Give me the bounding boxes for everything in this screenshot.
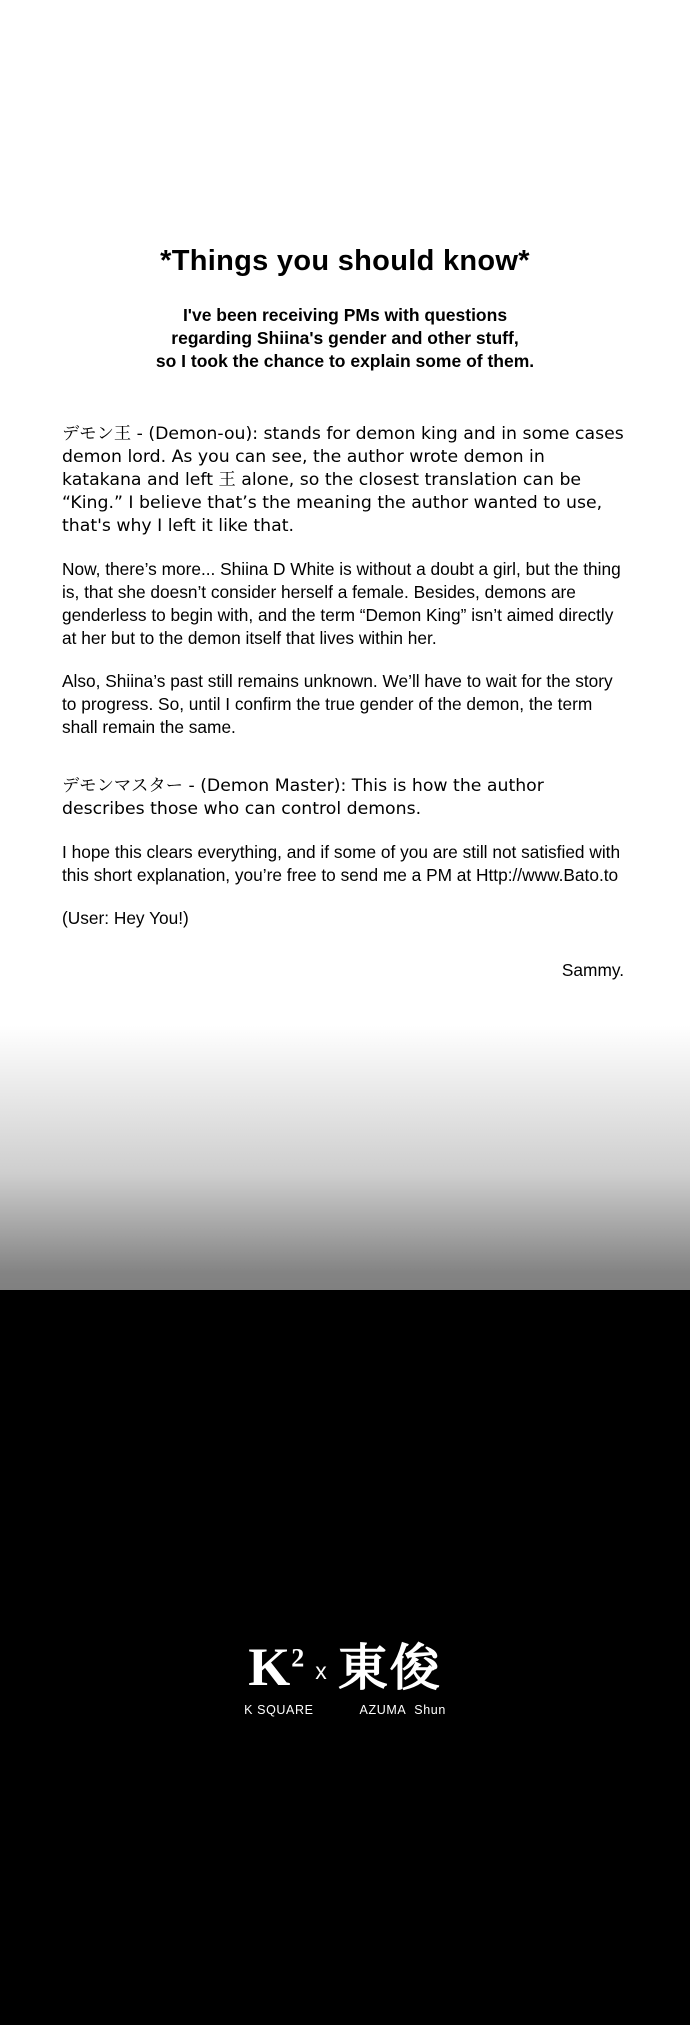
logo-sub-author-given: Shun bbox=[414, 1703, 446, 1717]
paragraph-username: (User: Hey You!) bbox=[62, 908, 189, 929]
paragraph-contact: I hope this clears everything, and if some of you are still not satisfied with this short explanation, you’re free to send me a PM at Http://www.Bato.to bbox=[62, 842, 621, 886]
paragraph-demon-master: デモンマスター - (Demon Master): This is how the author describes those who can control demons. bbox=[62, 776, 544, 820]
intro-line: regarding Shiina's gender and other stuff, bbox=[171, 328, 519, 349]
logo-separator: x bbox=[315, 1657, 328, 1684]
intro-line: so I took the chance to explain some of them. bbox=[155, 351, 535, 372]
paragraph-shiina-past: Also, Shiina’s past still remains unknown. We’ll have to wait for the story to progress. So, until I confirm the true gender of the demon, the term shall remain the same. bbox=[62, 671, 613, 738]
spacer bbox=[62, 759, 628, 775]
logo-letter-k: K bbox=[248, 1637, 292, 1697]
intro-text bbox=[0, 304, 690, 373]
intro-line: I've been receiving PMs with questions bbox=[182, 305, 508, 325]
translator-notes bbox=[0, 0, 690, 981]
notes-body bbox=[0, 423, 690, 930]
logo-subtitle bbox=[0, 1703, 690, 1717]
logo-mark bbox=[0, 1637, 690, 1697]
logo-sub-left: K SQUARE bbox=[244, 1703, 314, 1717]
page-title: *Things you should know* bbox=[160, 245, 530, 277]
logo-sub-author-family: AZUMA bbox=[359, 1703, 407, 1717]
paragraph-shiina-gender: Now, there’s more... Shiina D White is without a doubt a girl, but the thing is, that she doesn’t consider herself a female. Besides, demons are genderless to begin with, and the term “Demon King” isn’t aimed directly at her but to the demon itself that lives within her. bbox=[62, 559, 621, 649]
signature: Sammy. bbox=[561, 960, 624, 981]
paragraph-demon-ou: デモン王 - (Demon-ou): stands for demon king and in some cases demon lord. As you can see, the author wrote demon in katakana and left 王 alone, so the closest translation can be “King.” I believe that’s the meaning the author wanted to use, that's why I left it like that. bbox=[62, 424, 624, 537]
scanlation-group-logo bbox=[0, 1637, 690, 1717]
logo-kanji: 東俊 bbox=[337, 1639, 442, 1697]
logo-superscript: 2 bbox=[291, 1643, 306, 1673]
